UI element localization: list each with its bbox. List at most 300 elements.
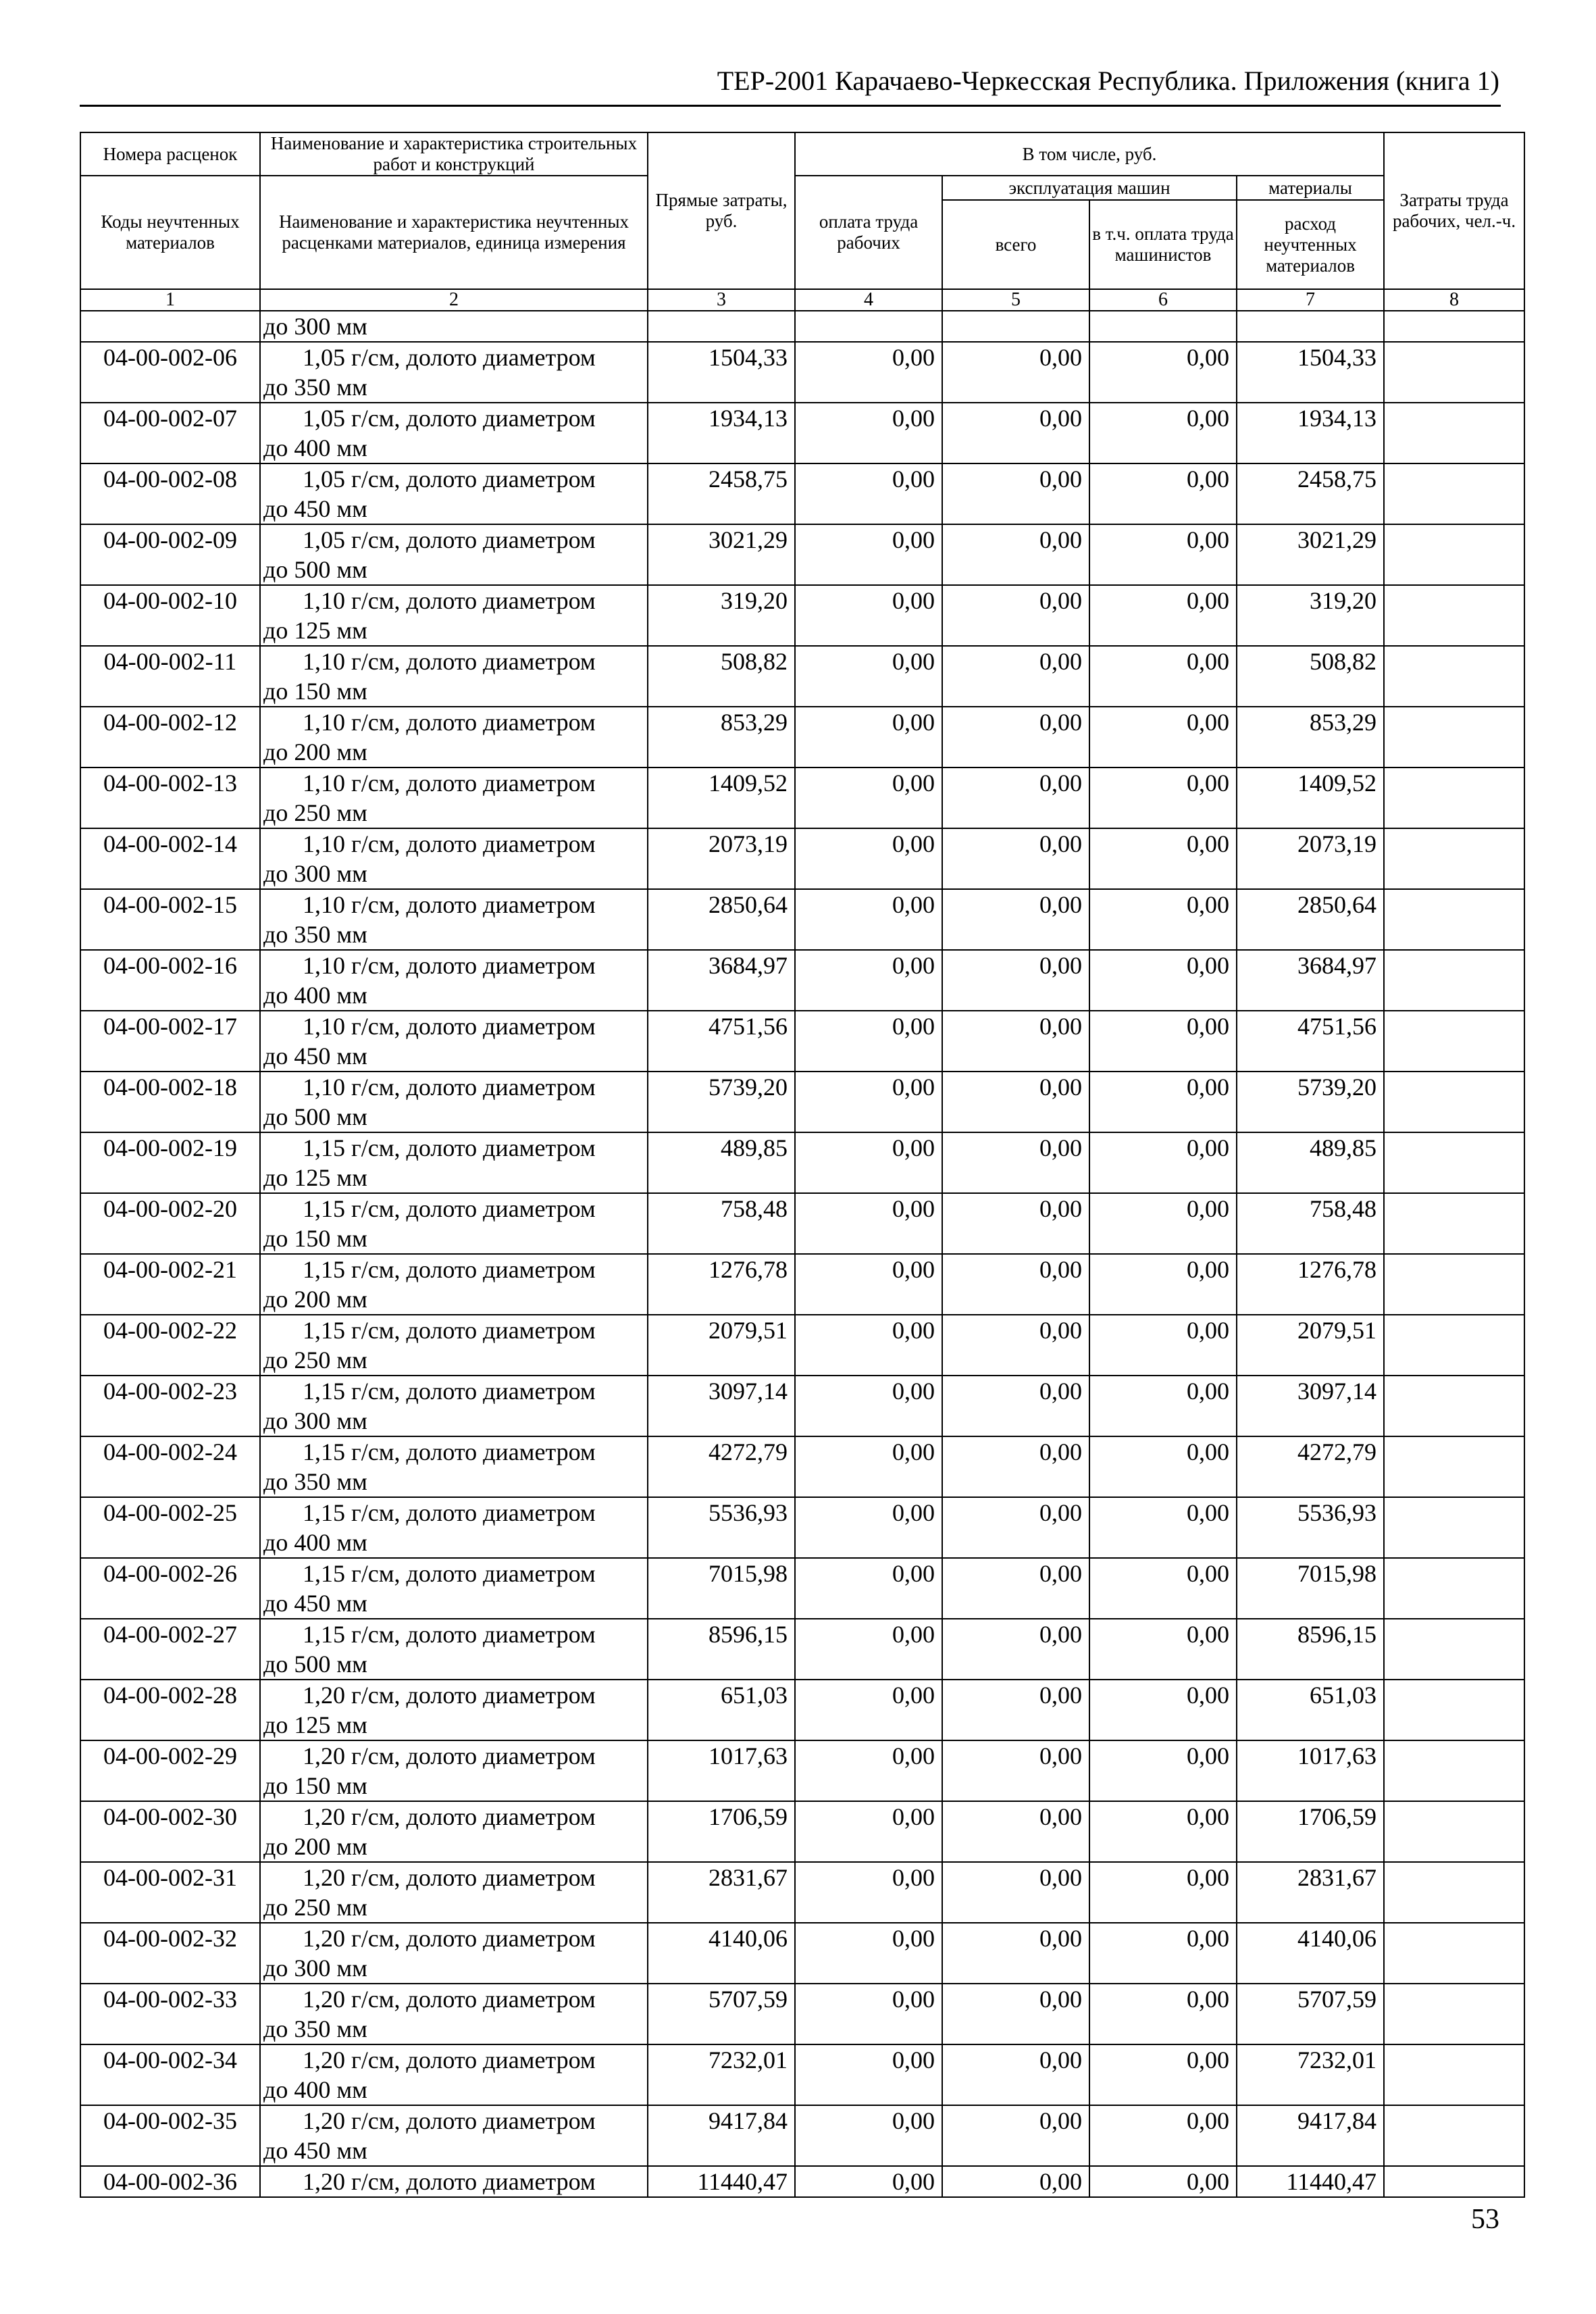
cell-materials: 7232,01 [1237,2044,1384,2105]
cell-hours [1384,768,1524,828]
cell-code: 04-00-002-30 [80,1801,260,1862]
cell-hours [1384,585,1524,646]
cell-materials: 853,29 [1237,707,1384,768]
cell-labor: 0,00 [795,1315,942,1376]
cell-labor: 0,00 [795,2044,942,2105]
page-number: 53 [1471,2204,1499,2235]
cell-name [260,1923,648,1984]
table-row [80,2105,1524,2166]
cell-materials: 5739,20 [1237,1072,1384,1132]
cell-materials: 1934,13 [1237,403,1384,463]
cell-machines: 0,00 [942,1315,1089,1376]
name-line2: до 350 мм [263,921,367,948]
cell-materials: 2850,64 [1237,889,1384,950]
cell-labor: 0,00 [795,342,942,403]
cell-labor: 0,00 [795,707,942,768]
cell-labor: 0,00 [795,1558,942,1619]
header-col2-top: Наименование и характеристика строительных работ и конструкций [260,132,648,176]
cell-code: 04-00-002-16 [80,950,260,1011]
cell-direct: 1409,52 [648,768,795,828]
cell-materials: 1504,33 [1237,342,1384,403]
cell-operators: 0,00 [1089,1254,1237,1315]
column-number: 4 [795,289,942,311]
cell-direct: 5536,93 [648,1497,795,1558]
cell-code: 04-00-002-32 [80,1923,260,1984]
cell-code: 04-00-002-10 [80,585,260,646]
name-line2: до 450 мм [263,1042,367,1070]
cell-direct: 651,03 [648,1680,795,1740]
cell-operators: 0,00 [1089,2166,1237,2197]
cell-materials: 2079,51 [1237,1315,1384,1376]
cell-materials: 1276,78 [1237,1254,1384,1315]
cell-materials: 11440,47 [1237,2166,1384,2197]
cell-code: 04-00-002-23 [80,1376,260,1436]
cell-labor: 0,00 [795,463,942,524]
name-line1: 1,10 г/см, долото диаметром [303,770,596,797]
cell-hours [1384,1923,1524,1984]
cell-direct: 3684,97 [648,950,795,1011]
table-row [80,1132,1524,1193]
table-row [80,1801,1524,1862]
header-group-materials: материалы [1237,176,1384,200]
cell-machines: 0,00 [942,1193,1089,1254]
cell-materials: 2458,75 [1237,463,1384,524]
cell-direct: 319,20 [648,585,795,646]
cell-code: 04-00-002-18 [80,1072,260,1132]
table-row [80,1254,1524,1315]
header-col4: оплата труда рабочих [795,176,942,289]
table-row [80,950,1524,1011]
cell-direct: 4140,06 [648,1923,795,1984]
name-line2: до 250 мм [263,1894,367,1921]
table-row [80,1376,1524,1436]
table-row [80,646,1524,707]
cell-operators [1089,311,1237,342]
cell-hours [1384,1619,1524,1680]
cell-direct: 3097,14 [648,1376,795,1436]
cell-direct: 853,29 [648,707,795,768]
name-line2: до 125 мм [263,617,367,644]
cell-code: 04-00-002-06 [80,342,260,403]
cell-code: 04-00-002-11 [80,646,260,707]
cell-operators: 0,00 [1089,1619,1237,1680]
table-row [80,1193,1524,1254]
cell-operators: 0,00 [1089,1132,1237,1193]
cell-operators: 0,00 [1089,828,1237,889]
cell-hours [1384,2044,1524,2105]
cell-operators: 0,00 [1089,1497,1237,1558]
name-line1: 1,15 г/см, долото диаметром [303,1256,596,1283]
table-row [80,768,1524,828]
name-line1: 1,20 г/см, долото диаметром [303,2107,596,2134]
cell-operators: 0,00 [1089,403,1237,463]
cell-machines: 0,00 [942,463,1089,524]
cell-name [260,707,648,768]
header-group-main: В том числе, руб. [795,132,1384,176]
cell-name [260,311,648,342]
name-line2: до 250 мм [263,799,367,826]
cell-code: 04-00-002-09 [80,524,260,585]
cell-operators: 0,00 [1089,342,1237,403]
cell-name [260,1619,648,1680]
cell-labor: 0,00 [795,1923,942,1984]
cell-hours [1384,950,1524,1011]
name-line1: 1,15 г/см, долото диаметром [303,1317,596,1344]
cell-materials: 9417,84 [1237,2105,1384,2166]
cell-hours [1384,1558,1524,1619]
name-line2: до 450 мм [263,495,367,522]
cell-labor: 0,00 [795,768,942,828]
name-line1: 1,15 г/см, долото диаметром [303,1195,596,1222]
cell-machines: 0,00 [942,1923,1089,1984]
name-line1: 1,20 г/см, долото диаметром [303,1803,596,1830]
cell-labor: 0,00 [795,1680,942,1740]
cell-hours [1384,1984,1524,2044]
cell-labor: 0,00 [795,585,942,646]
cell-code: 04-00-002-22 [80,1315,260,1376]
cell-labor: 0,00 [795,1497,942,1558]
cell-code: 04-00-002-17 [80,1011,260,1072]
cell-materials: 3097,14 [1237,1376,1384,1436]
cell-hours [1384,1315,1524,1376]
cell-labor: 0,00 [795,1801,942,1862]
name-line1: 1,10 г/см, долото диаметром [303,709,596,736]
table-row [80,1680,1524,1740]
cell-direct: 1017,63 [648,1740,795,1801]
name-line1: 1,10 г/см, долото диаметром [303,1013,596,1040]
cell-labor: 0,00 [795,1132,942,1193]
cell-direct: 1276,78 [648,1254,795,1315]
cell-operators: 0,00 [1089,2105,1237,2166]
name-line1: 1,15 г/см, долото диаметром [303,1438,596,1465]
table-row [80,889,1524,950]
cell-direct: 489,85 [648,1132,795,1193]
name-line2: до 200 мм [263,1833,367,1860]
name-line1: 1,05 г/см, долото диаметром [303,526,596,553]
cell-code: 04-00-002-36 [80,2166,260,2197]
name-line2: до 200 мм [263,1286,367,1313]
cell-direct: 3021,29 [648,524,795,585]
cell-code: 04-00-002-07 [80,403,260,463]
cell-operators: 0,00 [1089,1011,1237,1072]
cell-materials: 319,20 [1237,585,1384,646]
column-number: 7 [1237,289,1384,311]
header-col1-bottom: Коды неучтенных материалов [80,176,260,289]
header-col2-bottom: Наименование и характеристика неучтенных расценками материалов, единица измерения [260,176,648,289]
cell-operators: 0,00 [1089,1072,1237,1132]
cell-operators: 0,00 [1089,1436,1237,1497]
name-line1: 1,10 г/см, долото диаметром [303,1074,596,1101]
cell-operators: 0,00 [1089,1376,1237,1436]
cell-direct: 11440,47 [648,2166,795,2197]
cell-machines: 0,00 [942,1132,1089,1193]
document-title: ТЕР-2001 Карачаево-Черкесская Республика. Приложения (книга 1) [717,66,1499,96]
cell-machines: 0,00 [942,768,1089,828]
name-line2: до 350 мм [263,374,367,401]
name-line2: до 400 мм [263,1529,367,1556]
header-col6: в т.ч. оплата труда машинистов [1089,200,1237,289]
table-row [80,342,1524,403]
cell-labor: 0,00 [795,2166,942,2197]
cell-code: 04-00-002-26 [80,1558,260,1619]
cell-operators: 0,00 [1089,2044,1237,2105]
cell-direct: 7015,98 [648,1558,795,1619]
cell-hours [1384,311,1524,342]
cell-code: 04-00-002-31 [80,1862,260,1923]
cell-code: 04-00-002-35 [80,2105,260,2166]
header-group-machines: эксплуатация машин [942,176,1237,200]
cell-name [260,1984,648,2044]
cell-hours [1384,1740,1524,1801]
table-row [80,1011,1524,1072]
name-line2: до 150 мм [263,678,367,705]
name-line1: 1,15 г/см, долото диаметром [303,1499,596,1526]
cell-labor: 0,00 [795,646,942,707]
name-line1: 1,15 г/см, долото диаметром [303,1378,596,1405]
cell-name [260,2166,648,2197]
cell-hours [1384,1254,1524,1315]
name-line2: до 400 мм [263,982,367,1009]
cell-name [260,1497,648,1558]
name-line1: 1,10 г/см, долото диаметром [303,648,596,675]
cell-materials: 4751,56 [1237,1011,1384,1072]
cell-hours [1384,463,1524,524]
cell-machines: 0,00 [942,1740,1089,1801]
name-line1: 1,20 г/см, долото диаметром [303,1986,596,2013]
cell-materials: 8596,15 [1237,1619,1384,1680]
cell-machines: 0,00 [942,1862,1089,1923]
column-number: 2 [260,289,648,311]
cell-name [260,1680,648,1740]
name-line1: 1,05 г/см, долото диаметром [303,344,596,371]
name-line2: до 500 мм [263,1103,367,1130]
name-line1: 1,10 г/см, долото диаметром [303,952,596,979]
cell-machines: 0,00 [942,342,1089,403]
name-line1: 1,05 г/см, долото диаметром [303,405,596,432]
name-line2: до 300 мм [263,1407,367,1434]
cell-operators: 0,00 [1089,524,1237,585]
cell-labor: 0,00 [795,889,942,950]
cell-direct: 8596,15 [648,1619,795,1680]
cell-materials: 5707,59 [1237,1984,1384,2044]
cell-direct: 1934,13 [648,403,795,463]
cell-code: 04-00-002-13 [80,768,260,828]
cell-labor: 0,00 [795,1740,942,1801]
table-row [80,1862,1524,1923]
cell-labor: 0,00 [795,1376,942,1436]
name-line2: до 250 мм [263,1347,367,1374]
header-col5: всего [942,200,1089,289]
cell-materials: 508,82 [1237,646,1384,707]
cell-name [260,1558,648,1619]
cell-labor: 0,00 [795,403,942,463]
name-line2: до 500 мм [263,556,367,583]
cell-hours [1384,1011,1524,1072]
table-row [80,1072,1524,1132]
cell-code: 04-00-002-25 [80,1497,260,1558]
cell-hours [1384,1801,1524,1862]
cell-hours [1384,403,1524,463]
cell-materials: 2831,67 [1237,1862,1384,1923]
cell-materials: 1409,52 [1237,768,1384,828]
column-number: 5 [942,289,1089,311]
cell-machines: 0,00 [942,403,1089,463]
table-row [80,585,1524,646]
cell-operators: 0,00 [1089,1801,1237,1862]
cell-hours [1384,1436,1524,1497]
cell-hours [1384,2166,1524,2197]
cell-hours [1384,1072,1524,1132]
cell-direct: 2850,64 [648,889,795,950]
cell-materials: 4272,79 [1237,1436,1384,1497]
cell-materials: 758,48 [1237,1193,1384,1254]
cell-labor: 0,00 [795,2105,942,2166]
table-row [80,1558,1524,1619]
cell-name [260,1254,648,1315]
cell-labor [795,311,942,342]
cell-materials: 7015,98 [1237,1558,1384,1619]
cell-machines: 0,00 [942,646,1089,707]
cell-direct: 758,48 [648,1193,795,1254]
cell-machines: 0,00 [942,2166,1089,2197]
name-line1: 1,15 г/см, долото диаметром [303,1621,596,1648]
cell-machines [942,311,1089,342]
cell-hours [1384,828,1524,889]
price-table [80,132,1525,2198]
cell-operators: 0,00 [1089,1740,1237,1801]
name-line1: 1,15 г/см, долото диаметром [303,1134,596,1161]
cell-code: 04-00-002-34 [80,2044,260,2105]
cell-name [260,524,648,585]
cell-operators: 0,00 [1089,1193,1237,1254]
cell-code: 04-00-002-20 [80,1193,260,1254]
cell-code: 04-00-002-29 [80,1740,260,1801]
cell-name [260,2044,648,2105]
name-line2: до 450 мм [263,1590,367,1617]
table-row [80,1740,1524,1801]
cell-materials: 2073,19 [1237,828,1384,889]
cell-operators: 0,00 [1089,707,1237,768]
cell-code: 04-00-002-14 [80,828,260,889]
cell-name [260,1132,648,1193]
cell-operators: 0,00 [1089,1862,1237,1923]
cell-code: 04-00-002-19 [80,1132,260,1193]
name-line2: до 125 мм [263,1711,367,1738]
cell-labor: 0,00 [795,950,942,1011]
cell-direct: 5707,59 [648,1984,795,2044]
name-line2: до 125 мм [263,1164,367,1191]
cell-name [260,950,648,1011]
cell-machines: 0,00 [942,1376,1089,1436]
cell-machines: 0,00 [942,1436,1089,1497]
cell-hours [1384,524,1524,585]
name-line2: до 300 мм [263,860,367,887]
name-line2: до 400 мм [263,2076,367,2103]
cell-operators: 0,00 [1089,950,1237,1011]
cell-machines: 0,00 [942,524,1089,585]
cell-code [80,311,260,342]
cell-materials: 651,03 [1237,1680,1384,1740]
cell-machines: 0,00 [942,1619,1089,1680]
cell-name [260,1072,648,1132]
cell-direct: 4751,56 [648,1011,795,1072]
header-rule [80,105,1501,107]
cell-hours [1384,2105,1524,2166]
cell-name [260,1862,648,1923]
cell-materials: 3684,97 [1237,950,1384,1011]
name-line2: до 200 мм [263,738,367,765]
cell-name [260,2105,648,2166]
name-line1: 1,10 г/см, долото диаметром [303,830,596,857]
cell-code: 04-00-002-27 [80,1619,260,1680]
table-row [80,524,1524,585]
header-col3: Прямые затраты, руб. [648,132,795,289]
column-number: 1 [80,289,260,311]
table-row [80,1923,1524,1984]
cell-direct [648,311,795,342]
cell-machines: 0,00 [942,889,1089,950]
name-line2: до 350 мм [263,2015,367,2042]
cell-code: 04-00-002-24 [80,1436,260,1497]
cell-labor: 0,00 [795,1619,942,1680]
cell-labor: 0,00 [795,1984,942,2044]
name-line1: 1,20 г/см, долото диаметром [303,1864,596,1891]
cell-labor: 0,00 [795,1011,942,1072]
cell-hours [1384,1497,1524,1558]
cell-labor: 0,00 [795,1072,942,1132]
cell-name [260,768,648,828]
name-line2: до 300 мм [263,1955,367,1982]
cell-operators: 0,00 [1089,585,1237,646]
cell-machines: 0,00 [942,707,1089,768]
cell-labor: 0,00 [795,1254,942,1315]
name-line1: 1,10 г/см, долото диаметром [303,587,596,614]
cell-code: 04-00-002-33 [80,1984,260,2044]
cell-name [260,828,648,889]
cell-direct: 2458,75 [648,463,795,524]
column-number: 3 [648,289,795,311]
cell-labor: 0,00 [795,1436,942,1497]
cell-hours [1384,889,1524,950]
name-line1: 1,05 г/см, долото диаметром [303,466,596,493]
header-col8: Затраты труда рабочих, чел.-ч. [1384,132,1524,289]
cell-materials: 1706,59 [1237,1801,1384,1862]
cell-direct: 1706,59 [648,1801,795,1862]
cell-machines: 0,00 [942,1254,1089,1315]
cell-labor: 0,00 [795,828,942,889]
cell-machines: 0,00 [942,585,1089,646]
cell-name [260,889,648,950]
table-row [80,828,1524,889]
name-line2: до 150 мм [263,1225,367,1252]
name-line2: до 400 мм [263,434,367,461]
cell-machines: 0,00 [942,1011,1089,1072]
name-line1: 1,20 г/см, долото диаметром [303,1742,596,1769]
continuation-text: до 300 мм [263,313,367,340]
cell-labor: 0,00 [795,524,942,585]
table-row [80,1619,1524,1680]
cell-name [260,1193,648,1254]
cell-name [260,1740,648,1801]
table-row [80,1436,1524,1497]
table-row [80,403,1524,463]
cell-code: 04-00-002-12 [80,707,260,768]
cell-name [260,403,648,463]
name-line2: до 350 мм [263,1468,367,1495]
name-line2: до 450 мм [263,2137,367,2164]
cell-code: 04-00-002-28 [80,1680,260,1740]
cell-hours [1384,342,1524,403]
